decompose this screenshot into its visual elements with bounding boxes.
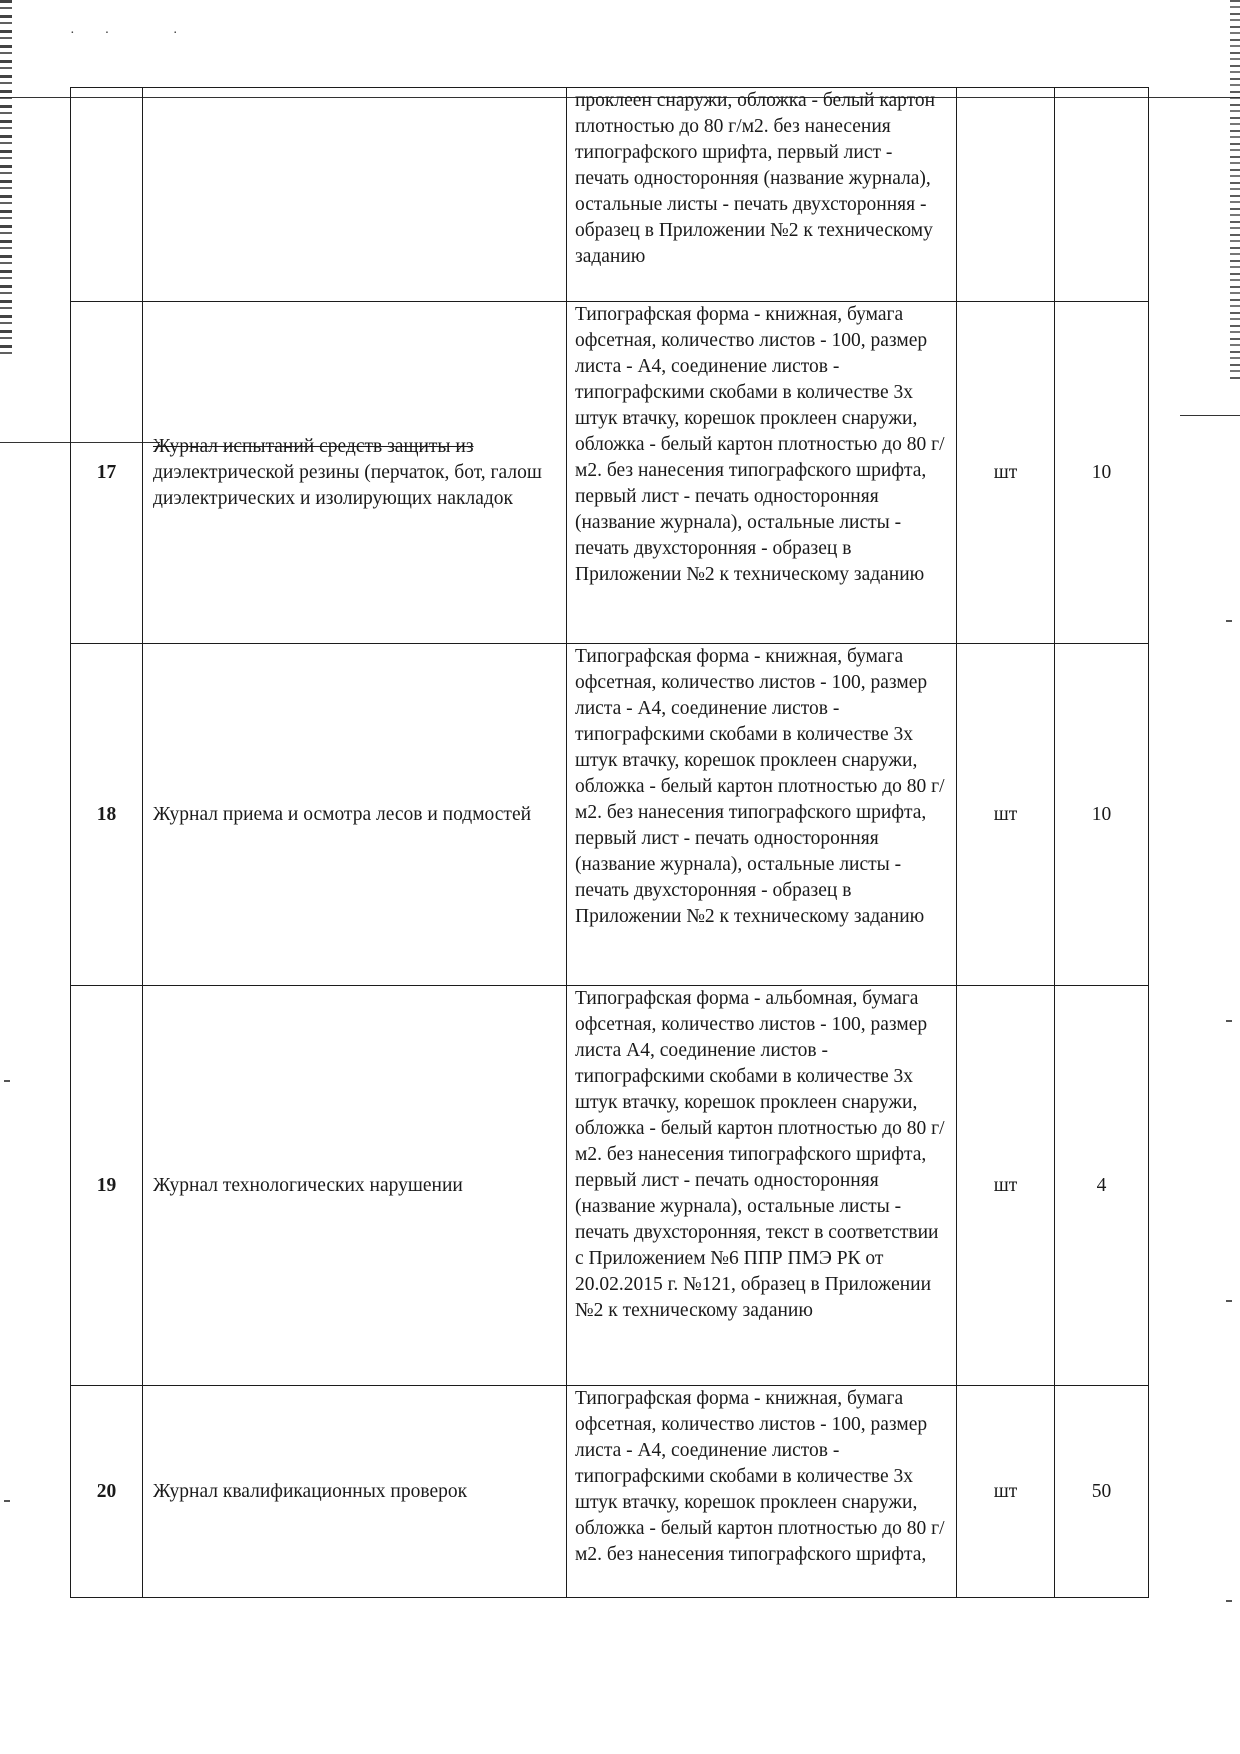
scan-specks: ·· · (70, 26, 208, 41)
scan-edge-left (0, 0, 12, 360)
unit-cell: шт (957, 302, 1055, 644)
journal-name (143, 302, 567, 644)
specification-table (70, 87, 1149, 1598)
journal-name-struck-line: Журнал испытаний средств защиты из (153, 435, 474, 457)
row-number: 20 (71, 1386, 143, 1598)
quantity-cell: 10 (1055, 302, 1149, 644)
journal-description: Типографская форма - книжная, бумага офсетная, количество листов - 100, размер листа - А4, соединение листов - типографскими скобами в количестве 3х штук втачку, корешок проклеен снаружи, обложка - белый картон плотностью до 80 г/м2. без нанесения типографского шрифта, первый лист - печать односторонняя (название журнала), остальные листы - печать двухсторонняя - образец в Приложении №2 к техническому заданию (567, 302, 957, 644)
unit-cell: шт (957, 1386, 1055, 1598)
scan-tick (1226, 1300, 1232, 1302)
table-row (71, 88, 1149, 302)
row-number: 19 (71, 986, 143, 1386)
journal-description: проклеен снаружи, обложка - белый картон плотностью до 80 г/м2. без нанесения типографского шрифта, первый лист - печать односторонняя (название журнала), остальные листы - печать двухсторонняя - образец в Приложении №2 к техническому заданию (567, 88, 957, 302)
journal-description: Типографская форма - книжная, бумага офсетная, количество листов - 100, размер листа - А4, соединение листов - типографскими скобами в количестве 3х штук втачку, корешок проклеен снаружи, обложка - белый картон плотностью до 80 г/м2. без нанесения типографского шрифта, первый лист - печать односторонняя (название журнала), остальные листы - печать двухсторонняя - образец в Приложении №2 к техническому заданию (567, 644, 957, 986)
row-number: 18 (71, 644, 143, 986)
journal-name: Журнал приема и осмотра лесов и подмостей (143, 644, 567, 986)
scan-tick (1226, 1020, 1232, 1022)
table-row (71, 1386, 1149, 1598)
journal-name: Журнал квалификационных проверок (143, 1386, 567, 1598)
scan-tick (1226, 1600, 1232, 1602)
scan-tick (4, 1080, 10, 1082)
table-row (71, 986, 1149, 1386)
table-row (71, 644, 1149, 986)
scan-line-mid-right (1180, 415, 1240, 416)
journal-description: Типографская форма - книжная, бумага офсетная, количество листов - 100, размер листа - А4, соединение листов - типографскими скобами в количестве 3х штук втачку, корешок проклеен снаружи, обложка - белый картон плотностью до 80 г/м2. без нанесения типографского шрифта, (567, 1386, 957, 1598)
unit-cell: шт (957, 644, 1055, 986)
scan-edge-right (1230, 0, 1240, 380)
table-row (71, 302, 1149, 644)
unit-cell: шт (957, 986, 1055, 1386)
row-number (71, 88, 143, 302)
row-number: 17 (71, 302, 143, 644)
journal-description: Типографская форма - альбомная, бумага офсетная, количество листов - 100, размер листа А4, соединение листов - типографскими скобами в количестве 3х штук втачку, корешок проклеен снаружи, обложка - белый картон плотностью до 80 г/м2. без нанесения типографского шрифта, первый лист - печать односторонняя (название журнала), остальные листы - печать двухсторонняя, текст в соответствии с Приложением №6 ППР ПМЭ РК от 20.02.2015 г. №121, образец в Приложении №2 к техническому заданию (567, 986, 957, 1386)
quantity-cell: 4 (1055, 986, 1149, 1386)
scan-tick (1226, 620, 1232, 622)
quantity-cell: 10 (1055, 644, 1149, 986)
journal-name (143, 88, 567, 302)
unit-cell (957, 88, 1055, 302)
quantity-cell: 50 (1055, 1386, 1149, 1598)
journal-name-rest: диэлектрической резины (перчаток, бот, галош диэлектрических и изолирующих накладок (153, 461, 542, 509)
scan-tick (4, 1500, 10, 1502)
journal-name: Журнал технологических нарушении (143, 986, 567, 1386)
quantity-cell (1055, 88, 1149, 302)
